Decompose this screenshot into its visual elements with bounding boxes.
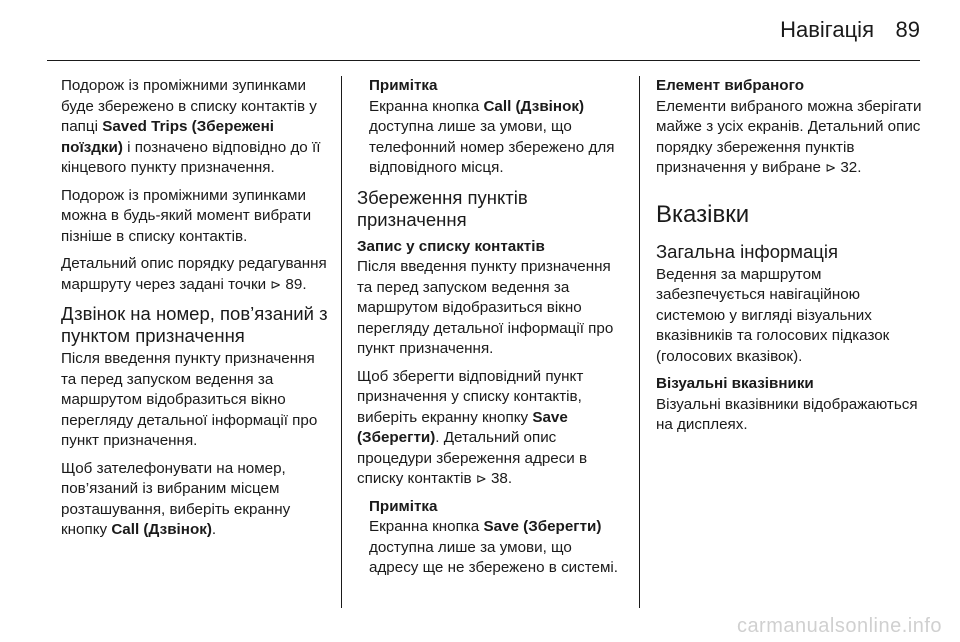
- paragraph: Після введення пункту призначення та перед запуском ведення за маршрутом відобразиться вікно перегляду детальної інформації про пункт призначення.: [61, 350, 318, 449]
- paragraph: Щоб зберегти відповідний пункт призначення у списку контактів, виберіть екранну кнопку Save (Зберегти). Детальний опис процедури збереження адреси в списку контактів ⊳ 38.: [357, 367, 625, 490]
- paragraph: Після введення пункту призначення та перед запуском ведення за маршрутом відобразиться вікно перегляду детальної інформації про пункт призначення.: [357, 258, 614, 357]
- subsection-heading: Елемент вибраного: [656, 77, 804, 94]
- paragraph: Подорож із проміжними зупинками буде збережено в списку контактів у папці Saved Trips (Збережені поїздки) і позначено відповідно до її кінцевого пункту призначення.: [61, 77, 321, 176]
- paragraph: Елементи вибраного можна зберігати майже з усіх екранів. Детальний опис порядку збереження пунктів призначення у вибране ⊳ 32.: [656, 97, 924, 179]
- page-header: [0, 0, 960, 62]
- note-box: [357, 76, 625, 179]
- page-ref: 89.: [281, 275, 307, 293]
- paragraph: Ведення за маршрутом забезпечується навігаційною системою у вигляді візуальних вказівників та голосових підказок (голосових вказівок).: [656, 265, 890, 365]
- paragraph: Подорож із проміжними зупинками можна в будь-який момент вибрати пізніше в списку контактів.: [61, 186, 312, 245]
- note-box: [357, 497, 625, 579]
- subsection-heading: Запис у списку контактів: [357, 237, 545, 255]
- page-ref-arrow-icon: ⊳: [475, 471, 487, 486]
- note-title: Примітка: [369, 497, 438, 515]
- column-divider: [639, 76, 640, 608]
- column-divider: [341, 76, 342, 608]
- note-text: Екранна кнопка Call (Дзвінок) доступна лише за умови, що телефонний номер збережено для відповідного місця.: [369, 97, 615, 176]
- page-ref-arrow-icon: ⊳: [270, 276, 282, 292]
- column-2: [357, 76, 625, 586]
- subsection-heading: Візуальні вказівники: [656, 375, 814, 392]
- chapter-heading: Вказівки: [656, 200, 750, 228]
- note-text: Екранна кнопка Save (Зберегти) доступна лише за умови, що адресу ще не збережено в системі.: [369, 518, 619, 576]
- paragraph: Детальний опис порядку редагування маршруту через задані точки ⊳ 89.: [61, 254, 329, 295]
- page-number: 89: [895, 17, 920, 42]
- section-heading: Дзвінок на номер, пов’язаний з пунктом призначення: [61, 303, 328, 346]
- section-heading: Загальна інформація: [656, 240, 839, 262]
- paragraph: Щоб зателефонувати на номер, пов’язаний із вибраним місцем розташування, виберіть екранну кнопку Call (Дзвінок).: [61, 459, 291, 538]
- section-heading: Збереження пунктів призначення: [357, 186, 528, 230]
- column-1: [61, 76, 329, 548]
- page-ref-arrow-icon: ⊳: [825, 160, 837, 175]
- watermark: carmanualsonline.info: [736, 615, 942, 637]
- note-title: Примітка: [369, 77, 438, 94]
- running-title: Навігація: [780, 17, 874, 42]
- page-ref: 38.: [486, 470, 513, 487]
- page-ref: 32.: [836, 159, 862, 176]
- header-rule: [47, 60, 920, 61]
- paragraph: Візуальні вказівники відображаються на дисплеях.: [656, 395, 918, 433]
- column-3: [656, 76, 924, 443]
